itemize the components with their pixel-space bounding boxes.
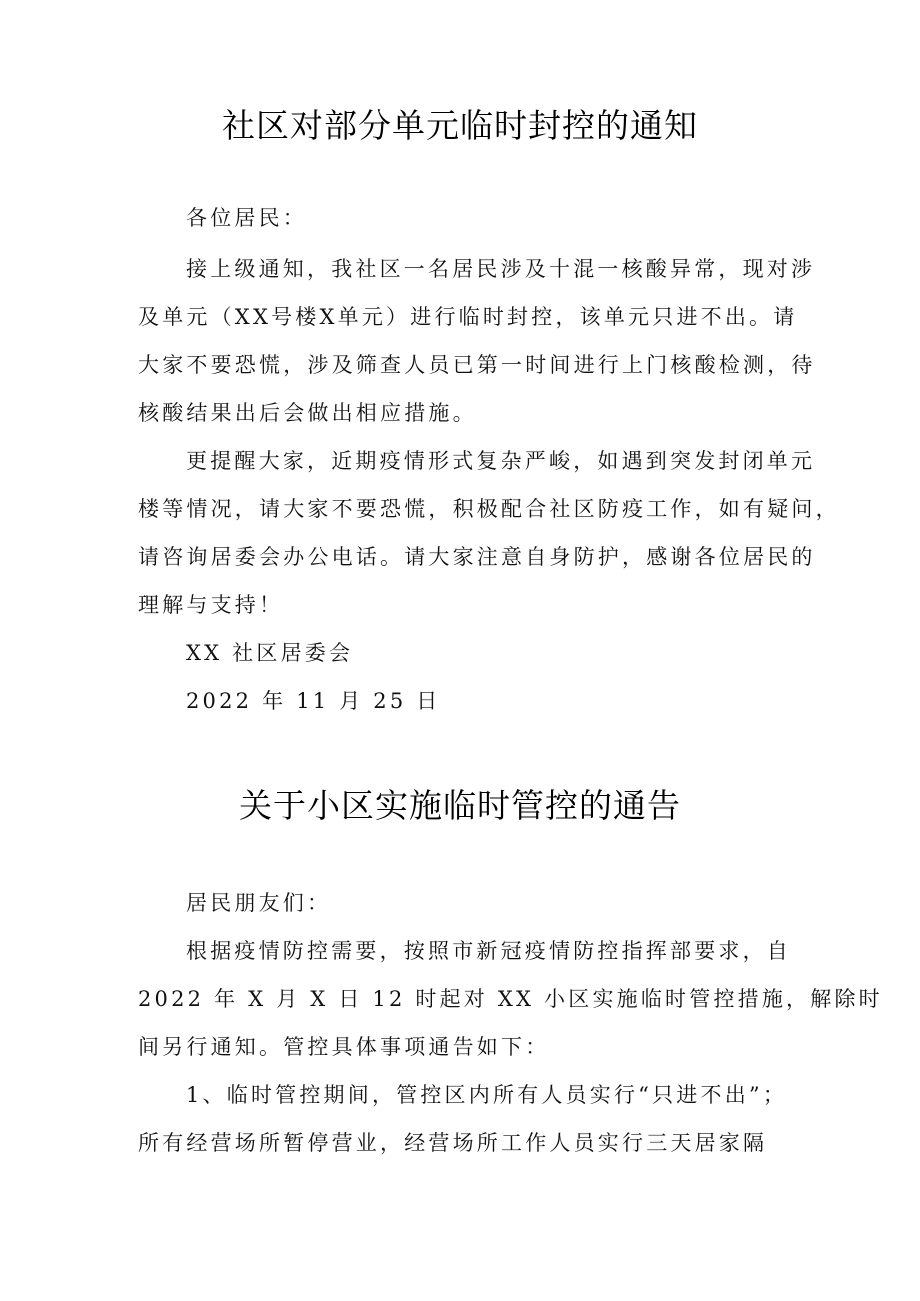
notice2-item1-line: 所有经营场所暂停营业，经营场所工作人员实行三天居家隔 [138, 1131, 768, 1155]
notice1-paragraph1-line: 核酸结果出后会做出相应措施。 [138, 401, 477, 425]
notice2-paragraph1-line: 根据疫情防控需要，按照市新冠疫情防控指挥部要求，自 [186, 939, 791, 963]
notice1-paragraph1-line: 及单元（XX号楼X单元）进行临时封控，该单元只进不出。请 [138, 305, 798, 329]
notice1-paragraph2-line: 更提醒大家，近期疫情形式复杂严峻，如遇到突发封闭单元 [186, 449, 816, 473]
notice2-paragraph1-line: 间另行通知。管控具体事项通告如下： [138, 1035, 550, 1059]
notice1-salutation: 各位居民： [186, 206, 307, 230]
notice2-title: 关于小区实施临时管控的通告 [239, 786, 681, 825]
notice1-paragraph1-line: 大家不要恐慌，涉及筛查人员已第一时间进行上门核酸检测，待 [138, 353, 816, 377]
notice1-paragraph2-line: 楼等情况，请大家不要恐慌，积极配合社区防疫工作，如有疑问， [138, 497, 840, 521]
notice2-item1-line: 1、临时管控期间，管控区内所有人员实行“只进不出”； [186, 1083, 788, 1107]
notice1-date: 2022 年 11 月 25 日 [186, 689, 441, 713]
notice2-paragraph1-line: 2022 年 X 月 X 日 12 时起对 XX 小区实施临时管控措施，解除时 [138, 987, 883, 1011]
notice1-paragraph2-line: 请咨询居委会办公电话。请大家注意自身防护，感谢各位居民的 [138, 545, 816, 569]
notice1-title: 社区对部分单元临时封控的通知 [222, 106, 698, 145]
notice2-salutation: 居民朋友们： [186, 891, 332, 915]
notice1-signature: XX 社区居委会 [186, 641, 354, 665]
notice1-paragraph2-line: 理解与支持！ [138, 593, 284, 617]
notice1-paragraph1-line: 接上级通知，我社区一名居民涉及十混一核酸异常，现对涉 [186, 257, 816, 281]
